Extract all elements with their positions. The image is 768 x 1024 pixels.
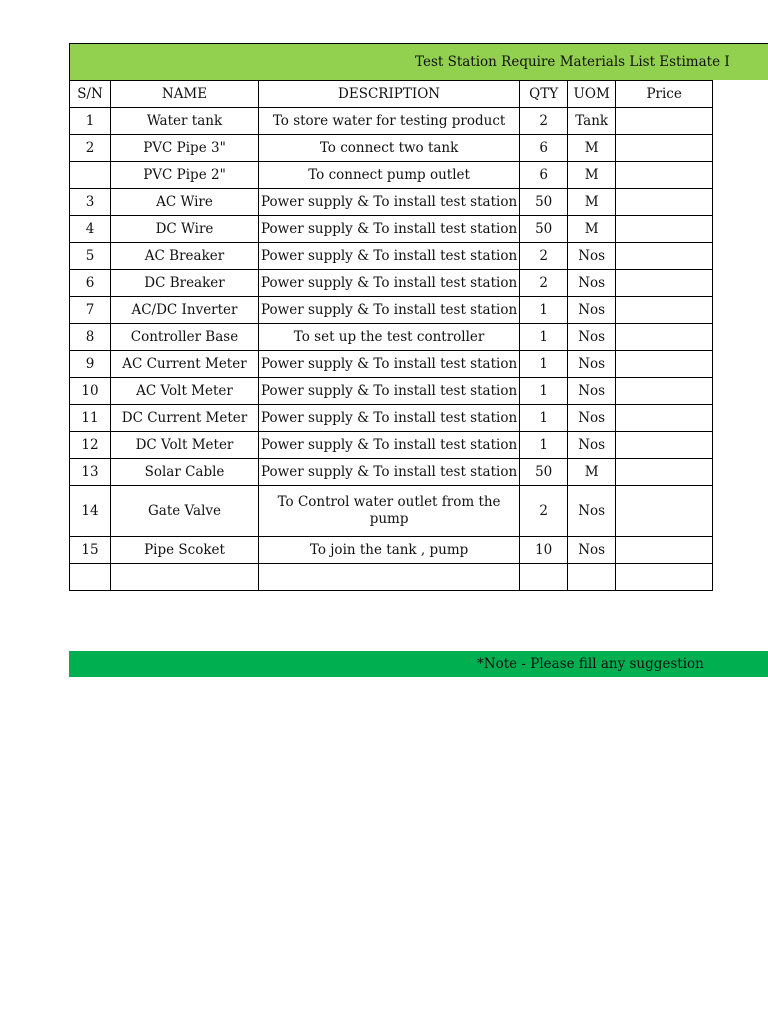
cell-qty[interactable]: 1 bbox=[520, 351, 568, 378]
table-row bbox=[70, 135, 713, 162]
cell-sn[interactable]: 14 bbox=[70, 486, 111, 537]
cell-uom[interactable]: M bbox=[568, 162, 616, 189]
cell-qty[interactable]: 1 bbox=[520, 432, 568, 459]
cell-price[interactable] bbox=[616, 405, 713, 432]
cell-qty[interactable]: 1 bbox=[520, 378, 568, 405]
cell-qty[interactable]: 1 bbox=[520, 324, 568, 351]
cell-sn[interactable]: 5 bbox=[70, 243, 111, 270]
cell-sn[interactable]: 4 bbox=[70, 216, 111, 243]
header-uom[interactable]: UOM bbox=[568, 81, 616, 108]
cell-price[interactable] bbox=[616, 189, 713, 216]
cell-price[interactable] bbox=[616, 216, 713, 243]
table-header-row bbox=[70, 81, 713, 108]
cell-sn[interactable]: 2 bbox=[70, 135, 111, 162]
cell-sn[interactable]: 12 bbox=[70, 432, 111, 459]
cell-name[interactable]: AC Breaker bbox=[111, 243, 259, 270]
cell-uom[interactable]: Tank bbox=[568, 108, 616, 135]
cell-description[interactable]: Power supply & To install test station bbox=[259, 405, 520, 432]
cell-qty[interactable]: 2 bbox=[520, 486, 568, 537]
cell-price[interactable] bbox=[616, 324, 713, 351]
cell-description[interactable] bbox=[259, 564, 520, 591]
cell-sn[interactable]: 13 bbox=[70, 459, 111, 486]
header-name[interactable]: NAME bbox=[111, 81, 259, 108]
note-text: *Note - Please fill any suggestion bbox=[477, 656, 704, 672]
cell-qty[interactable]: 10 bbox=[520, 537, 568, 564]
table-row bbox=[70, 162, 713, 189]
cell-uom[interactable]: Nos bbox=[568, 486, 616, 537]
cell-uom[interactable]: Nos bbox=[568, 537, 616, 564]
cell-price[interactable] bbox=[616, 486, 713, 537]
cell-uom[interactable]: Nos bbox=[568, 324, 616, 351]
sheet-title: Test Station Require Materials List Estimate I bbox=[415, 54, 730, 70]
cell-description[interactable]: To store water for testing product bbox=[259, 108, 520, 135]
cell-price[interactable] bbox=[616, 243, 713, 270]
table-row bbox=[70, 270, 713, 297]
cell-uom[interactable] bbox=[568, 564, 616, 591]
cell-price[interactable] bbox=[616, 162, 713, 189]
cell-description[interactable]: To join the tank , pump bbox=[259, 537, 520, 564]
cell-uom[interactable]: M bbox=[568, 459, 616, 486]
cell-name[interactable]: Controller Base bbox=[111, 324, 259, 351]
table-row-empty bbox=[70, 564, 713, 591]
cell-description[interactable]: To set up the test controller bbox=[259, 324, 520, 351]
cell-description[interactable]: Power supply & To install test station bbox=[259, 189, 520, 216]
table-row bbox=[70, 297, 713, 324]
cell-name[interactable]: AC Volt Meter bbox=[111, 378, 259, 405]
table-row bbox=[70, 216, 713, 243]
cell-qty[interactable]: 2 bbox=[520, 108, 568, 135]
cell-description[interactable]: Power supply & To install test station bbox=[259, 432, 520, 459]
cell-name[interactable]: DC Volt Meter bbox=[111, 432, 259, 459]
table-row bbox=[70, 459, 713, 486]
cell-uom[interactable]: Nos bbox=[568, 378, 616, 405]
table-row bbox=[70, 405, 713, 432]
cell-name[interactable]: PVC Pipe 3" bbox=[111, 135, 259, 162]
cell-uom[interactable]: M bbox=[568, 189, 616, 216]
cell-uom[interactable]: Nos bbox=[568, 405, 616, 432]
cell-name[interactable]: AC Current Meter bbox=[111, 351, 259, 378]
cell-sn[interactable] bbox=[70, 564, 111, 591]
cell-description[interactable]: Power supply & To install test station bbox=[259, 459, 520, 486]
cell-qty[interactable]: 50 bbox=[520, 459, 568, 486]
cell-price[interactable] bbox=[616, 378, 713, 405]
table-row bbox=[70, 108, 713, 135]
table-row bbox=[70, 378, 713, 405]
cell-sn[interactable]: 1 bbox=[70, 108, 111, 135]
cell-uom[interactable]: M bbox=[568, 216, 616, 243]
cell-description[interactable]: To Control water outlet from the pump bbox=[259, 486, 520, 537]
cell-price[interactable] bbox=[616, 459, 713, 486]
cell-uom[interactable]: M bbox=[568, 135, 616, 162]
cell-uom[interactable]: Nos bbox=[568, 270, 616, 297]
cell-description[interactable]: To connect pump outlet bbox=[259, 162, 520, 189]
cell-qty[interactable]: 1 bbox=[520, 297, 568, 324]
cell-name[interactable]: DC Wire bbox=[111, 216, 259, 243]
cell-description[interactable]: Power supply & To install test station bbox=[259, 216, 520, 243]
cell-name[interactable]: AC Wire bbox=[111, 189, 259, 216]
cell-name[interactable]: Water tank bbox=[111, 108, 259, 135]
cell-name[interactable]: PVC Pipe 2" bbox=[111, 162, 259, 189]
cell-name[interactable]: AC/DC Inverter bbox=[111, 297, 259, 324]
cell-sn[interactable]: 6 bbox=[70, 270, 111, 297]
cell-sn[interactable]: 11 bbox=[70, 405, 111, 432]
header-qty[interactable]: QTY bbox=[520, 81, 568, 108]
cell-sn[interactable]: 15 bbox=[70, 537, 111, 564]
header-description[interactable]: DESCRIPTION bbox=[259, 81, 520, 108]
cell-price[interactable] bbox=[616, 135, 713, 162]
table-row bbox=[70, 486, 713, 537]
cell-sn[interactable] bbox=[70, 162, 111, 189]
note-banner bbox=[69, 651, 768, 677]
header-sn[interactable]: S/N bbox=[70, 81, 111, 108]
cell-uom[interactable]: Nos bbox=[568, 351, 616, 378]
cell-price[interactable] bbox=[616, 351, 713, 378]
title-banner bbox=[69, 43, 768, 80]
cell-name[interactable]: DC Breaker bbox=[111, 270, 259, 297]
cell-sn[interactable]: 7 bbox=[70, 297, 111, 324]
cell-qty[interactable]: 2 bbox=[520, 243, 568, 270]
cell-qty[interactable]: 1 bbox=[520, 405, 568, 432]
table-row bbox=[70, 537, 713, 564]
header-price[interactable]: Price bbox=[616, 81, 713, 108]
cell-price[interactable] bbox=[616, 432, 713, 459]
cell-name[interactable]: Pipe Scoket bbox=[111, 537, 259, 564]
cell-name[interactable] bbox=[111, 564, 259, 591]
cell-sn[interactable]: 8 bbox=[70, 324, 111, 351]
cell-description[interactable]: Power supply & To install test station bbox=[259, 297, 520, 324]
table-row bbox=[70, 189, 713, 216]
cell-description[interactable]: Power supply & To install test station bbox=[259, 378, 520, 405]
cell-qty[interactable]: 2 bbox=[520, 270, 568, 297]
cell-description[interactable]: Power supply & To install test station bbox=[259, 270, 520, 297]
cell-sn[interactable]: 10 bbox=[70, 378, 111, 405]
cell-name[interactable]: DC Current Meter bbox=[111, 405, 259, 432]
cell-price[interactable] bbox=[616, 297, 713, 324]
table-row bbox=[70, 351, 713, 378]
cell-price[interactable] bbox=[616, 564, 713, 591]
materials-table bbox=[69, 80, 713, 591]
cell-qty[interactable]: 6 bbox=[520, 135, 568, 162]
cell-uom[interactable]: Nos bbox=[568, 243, 616, 270]
cell-sn[interactable]: 9 bbox=[70, 351, 111, 378]
cell-name[interactable]: Solar Cable bbox=[111, 459, 259, 486]
cell-description[interactable]: Power supply & To install test station bbox=[259, 243, 520, 270]
cell-price[interactable] bbox=[616, 537, 713, 564]
cell-qty[interactable]: 50 bbox=[520, 189, 568, 216]
cell-description[interactable]: Power supply & To install test station bbox=[259, 351, 520, 378]
cell-uom[interactable]: Nos bbox=[568, 432, 616, 459]
cell-uom[interactable]: Nos bbox=[568, 297, 616, 324]
cell-price[interactable] bbox=[616, 108, 713, 135]
cell-qty[interactable]: 50 bbox=[520, 216, 568, 243]
table-row bbox=[70, 243, 713, 270]
table-row bbox=[70, 324, 713, 351]
cell-description[interactable]: To connect two tank bbox=[259, 135, 520, 162]
cell-price[interactable] bbox=[616, 270, 713, 297]
cell-name[interactable]: Gate Valve bbox=[111, 486, 259, 537]
table-row bbox=[70, 432, 713, 459]
cell-qty[interactable] bbox=[520, 564, 568, 591]
cell-qty[interactable]: 6 bbox=[520, 162, 568, 189]
cell-sn[interactable]: 3 bbox=[70, 189, 111, 216]
